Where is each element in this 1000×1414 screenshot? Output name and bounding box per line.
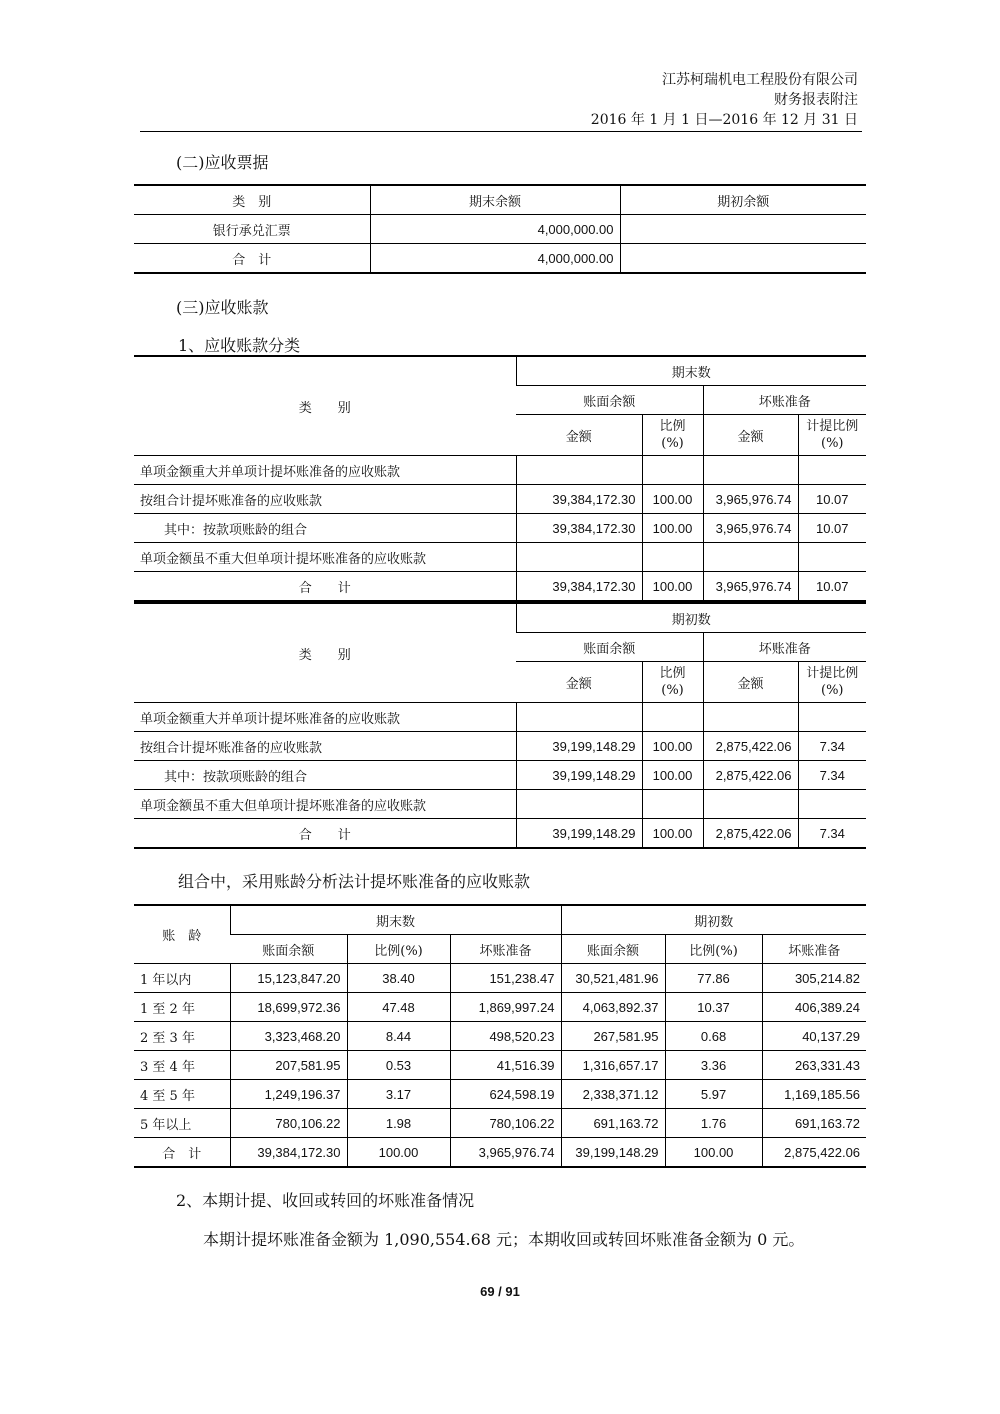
amount-value [516,703,642,732]
begin-balance: 2,338,371.12 [561,1080,665,1109]
amount-value: 39,384,172.30 [516,572,642,602]
header-ratio: 比例(%) [347,935,450,964]
aging-heading: 组合中，采用账龄分析法计提坏账准备的应收账款 [178,872,531,891]
ar-begin-period-table [134,602,866,849]
begin-value [620,215,866,244]
begin-value [620,244,866,274]
table-row-total [134,819,866,849]
header-aging: 账 龄 [134,905,230,964]
company-name: 江苏柯瑞机电工程股份有限公司 [662,72,858,88]
ar-classification-heading: 1、应收账款分类 [178,336,301,355]
header-provision-ratio: 计提比例(%) [798,662,866,703]
provision-ratio-value [798,790,866,819]
end-balance: 15,123,847.20 [230,964,347,993]
header-amount: 金额 [703,662,798,703]
begin-bad-debt: 305,214.82 [762,964,866,993]
row-label: 合 计 [134,244,370,274]
header-ratio: 比例(%) [642,415,703,456]
bad-debt-value: 2,875,422.06 [703,732,798,761]
end-bad-debt: 41,516.39 [450,1051,561,1080]
table-header-row [134,603,866,633]
provision-ratio-value: 10.07 [798,572,866,602]
begin-balance: 1,316,657.17 [561,1051,665,1080]
row-label: 单项金额重大并单项计提坏账准备的应收账款 [134,456,516,485]
header-book-balance: 账面余额 [516,386,703,415]
ratio-value: 100.00 [642,819,703,849]
table-row [134,964,866,993]
end-bad-debt: 780,106.22 [450,1109,561,1138]
bad-debt-value [703,703,798,732]
end-balance: 18,699,972.36 [230,993,347,1022]
end-ratio: 38.40 [347,964,450,993]
ratio-value [642,790,703,819]
row-label: 其中：按款项账龄的组合 [134,514,516,543]
header-bad-debt: 坏账准备 [703,386,866,415]
row-label: 4 至 5 年 [134,1080,230,1109]
end-bad-debt: 1,869,997.24 [450,993,561,1022]
end-balance: 3,323,468.20 [230,1022,347,1051]
begin-ratio: 1.76 [665,1109,762,1138]
amount-value [516,543,642,572]
row-label: 单项金额虽不重大但单项计提坏账准备的应收账款 [134,790,516,819]
table-row [134,993,866,1022]
ratio-value: 100.00 [642,572,703,602]
end-ratio: 3.17 [347,1080,450,1109]
page-number: 69 / 91 [480,1284,520,1299]
table-row [134,514,866,543]
end-balance: 1,249,196.37 [230,1080,347,1109]
table-row [134,1080,866,1109]
bad-debt-value [703,456,798,485]
row-label: 其中：按款项账龄的组合 [134,761,516,790]
header-book-balance: 账面余额 [516,633,703,662]
end-value: 4,000,000.00 [370,244,620,274]
row-label: 1 年以内 [134,964,230,993]
ratio-value: 100.00 [642,485,703,514]
begin-ratio: 5.97 [665,1080,762,1109]
notes-receivable-heading: (二)应收票据 [176,153,269,172]
ratio-value [642,456,703,485]
table-header-row [134,905,866,935]
end-ratio: 100.00 [347,1138,450,1168]
page-header [591,70,858,130]
begin-ratio: 77.86 [665,964,762,993]
table-row [134,543,866,572]
begin-balance: 4,063,892.37 [561,993,665,1022]
end-balance: 207,581.95 [230,1051,347,1080]
amount-value: 39,384,172.30 [516,485,642,514]
header-amount: 金额 [516,662,642,703]
amount-value: 39,199,148.29 [516,732,642,761]
header-bad-debt: 坏账准备 [762,935,866,964]
header-book-balance: 账面余额 [230,935,347,964]
row-label: 5 年以上 [134,1109,230,1138]
row-label: 按组合计提坏账准备的应收账款 [134,732,516,761]
table-row [134,732,866,761]
begin-bad-debt: 691,163.72 [762,1109,866,1138]
row-label: 合 计 [134,572,516,602]
end-bad-debt: 498,520.23 [450,1022,561,1051]
begin-balance: 267,581.95 [561,1022,665,1051]
bad-debt-value: 3,965,976.74 [703,514,798,543]
header-category: 类 别 [134,356,516,456]
table-row [134,215,866,244]
header-end-period: 期末数 [516,356,866,386]
amount-value [516,456,642,485]
ratio-value: 100.00 [642,732,703,761]
accounts-receivable-heading: (三)应收账款 [176,298,269,317]
header-provision-ratio: 计提比例(%) [798,415,866,456]
provision-ratio-value: 10.07 [798,485,866,514]
provision-ratio-value: 7.34 [798,761,866,790]
row-label: 合 计 [134,1138,230,1168]
provision-ratio-value [798,703,866,732]
amount-value: 39,199,148.29 [516,819,642,849]
table-row-total [134,244,866,274]
aging-table [134,904,866,1168]
row-label: 1 至 2 年 [134,993,230,1022]
table-row [134,1051,866,1080]
header-begin-period: 期初数 [516,603,866,633]
end-bad-debt: 3,965,976.74 [450,1138,561,1168]
table-row [134,703,866,732]
end-value: 4,000,000.00 [370,215,620,244]
begin-balance: 30,521,481.96 [561,964,665,993]
end-balance: 780,106.22 [230,1109,347,1138]
header-book-balance: 账面余额 [561,935,665,964]
table-row [134,761,866,790]
end-bad-debt: 151,238.47 [450,964,561,993]
bad-debt-value: 2,875,422.06 [703,819,798,849]
provision-ratio-value: 7.34 [798,732,866,761]
table-row [134,485,866,514]
end-bad-debt: 624,598.19 [450,1080,561,1109]
provision-ratio-value [798,543,866,572]
begin-balance: 39,199,148.29 [561,1138,665,1168]
row-label: 3 至 4 年 [134,1051,230,1080]
provision-heading: 2、本期计提、收回或转回的坏账准备情况 [176,1191,475,1210]
header-bad-debt: 坏账准备 [703,633,866,662]
bad-debt-value [703,543,798,572]
header-ratio: 比例(%) [665,935,762,964]
begin-bad-debt: 406,389.24 [762,993,866,1022]
table-row [134,456,866,485]
ar-end-period-table [134,355,866,602]
table-header-row [134,356,866,386]
provision-ratio-value: 10.07 [798,514,866,543]
bad-debt-value [703,790,798,819]
begin-ratio: 100.00 [665,1138,762,1168]
row-label: 2 至 3 年 [134,1022,230,1051]
header-amount: 金额 [703,415,798,456]
table-row-total [134,1138,866,1168]
begin-bad-debt: 263,331.43 [762,1051,866,1080]
end-ratio: 0.53 [347,1051,450,1080]
bad-debt-value: 3,965,976.74 [703,572,798,602]
row-label: 单项金额虽不重大但单项计提坏账准备的应收账款 [134,543,516,572]
provision-text: 本期计提坏账准备金额为 1,090,554.68 元；本期收回或转回坏账准备金额为 0 元。 [203,1230,805,1249]
row-label: 银行承兑汇票 [134,215,370,244]
row-label: 单项金额重大并单项计提坏账准备的应收账款 [134,703,516,732]
header-end-period: 期末数 [230,905,561,935]
report-period: 2016 年 1 月 1 日—2016 年 12 月 31 日 [590,112,858,128]
header-category: 类 别 [134,185,370,215]
table-row-total [134,572,866,602]
begin-bad-debt: 1,169,185.56 [762,1080,866,1109]
header-bad-debt: 坏账准备 [450,935,561,964]
provision-ratio-value: 7.34 [798,819,866,849]
header-rule [140,131,862,132]
ratio-value [642,543,703,572]
header-amount: 金额 [516,415,642,456]
provision-ratio-value [798,456,866,485]
ratio-value: 100.00 [642,761,703,790]
row-label: 合 计 [134,819,516,849]
notes-receivable-table [134,184,866,274]
table-row [134,1022,866,1051]
end-balance: 39,384,172.30 [230,1138,347,1168]
table-header-row [134,185,866,215]
bad-debt-value: 2,875,422.06 [703,761,798,790]
bad-debt-value: 3,965,976.74 [703,485,798,514]
ratio-value: 100.00 [642,514,703,543]
amount-value [516,790,642,819]
table-header-row [134,935,866,964]
header-begin-balance: 期初余额 [620,185,866,215]
begin-bad-debt: 2,875,422.06 [762,1138,866,1168]
begin-ratio: 3.36 [665,1051,762,1080]
end-ratio: 8.44 [347,1022,450,1051]
begin-balance: 691,163.72 [561,1109,665,1138]
table-row [134,790,866,819]
table-row [134,1109,866,1138]
header-begin-period: 期初数 [561,905,866,935]
row-label: 按组合计提坏账准备的应收账款 [134,485,516,514]
header-ratio: 比例(%) [642,662,703,703]
header-end-balance: 期末余额 [370,185,620,215]
end-ratio: 1.98 [347,1109,450,1138]
document-title: 财务报表附注 [774,92,858,108]
ratio-value [642,703,703,732]
end-ratio: 47.48 [347,993,450,1022]
begin-ratio: 10.37 [665,993,762,1022]
amount-value: 39,199,148.29 [516,761,642,790]
begin-bad-debt: 40,137.29 [762,1022,866,1051]
amount-value: 39,384,172.30 [516,514,642,543]
begin-ratio: 0.68 [665,1022,762,1051]
header-category: 类 别 [134,603,516,703]
